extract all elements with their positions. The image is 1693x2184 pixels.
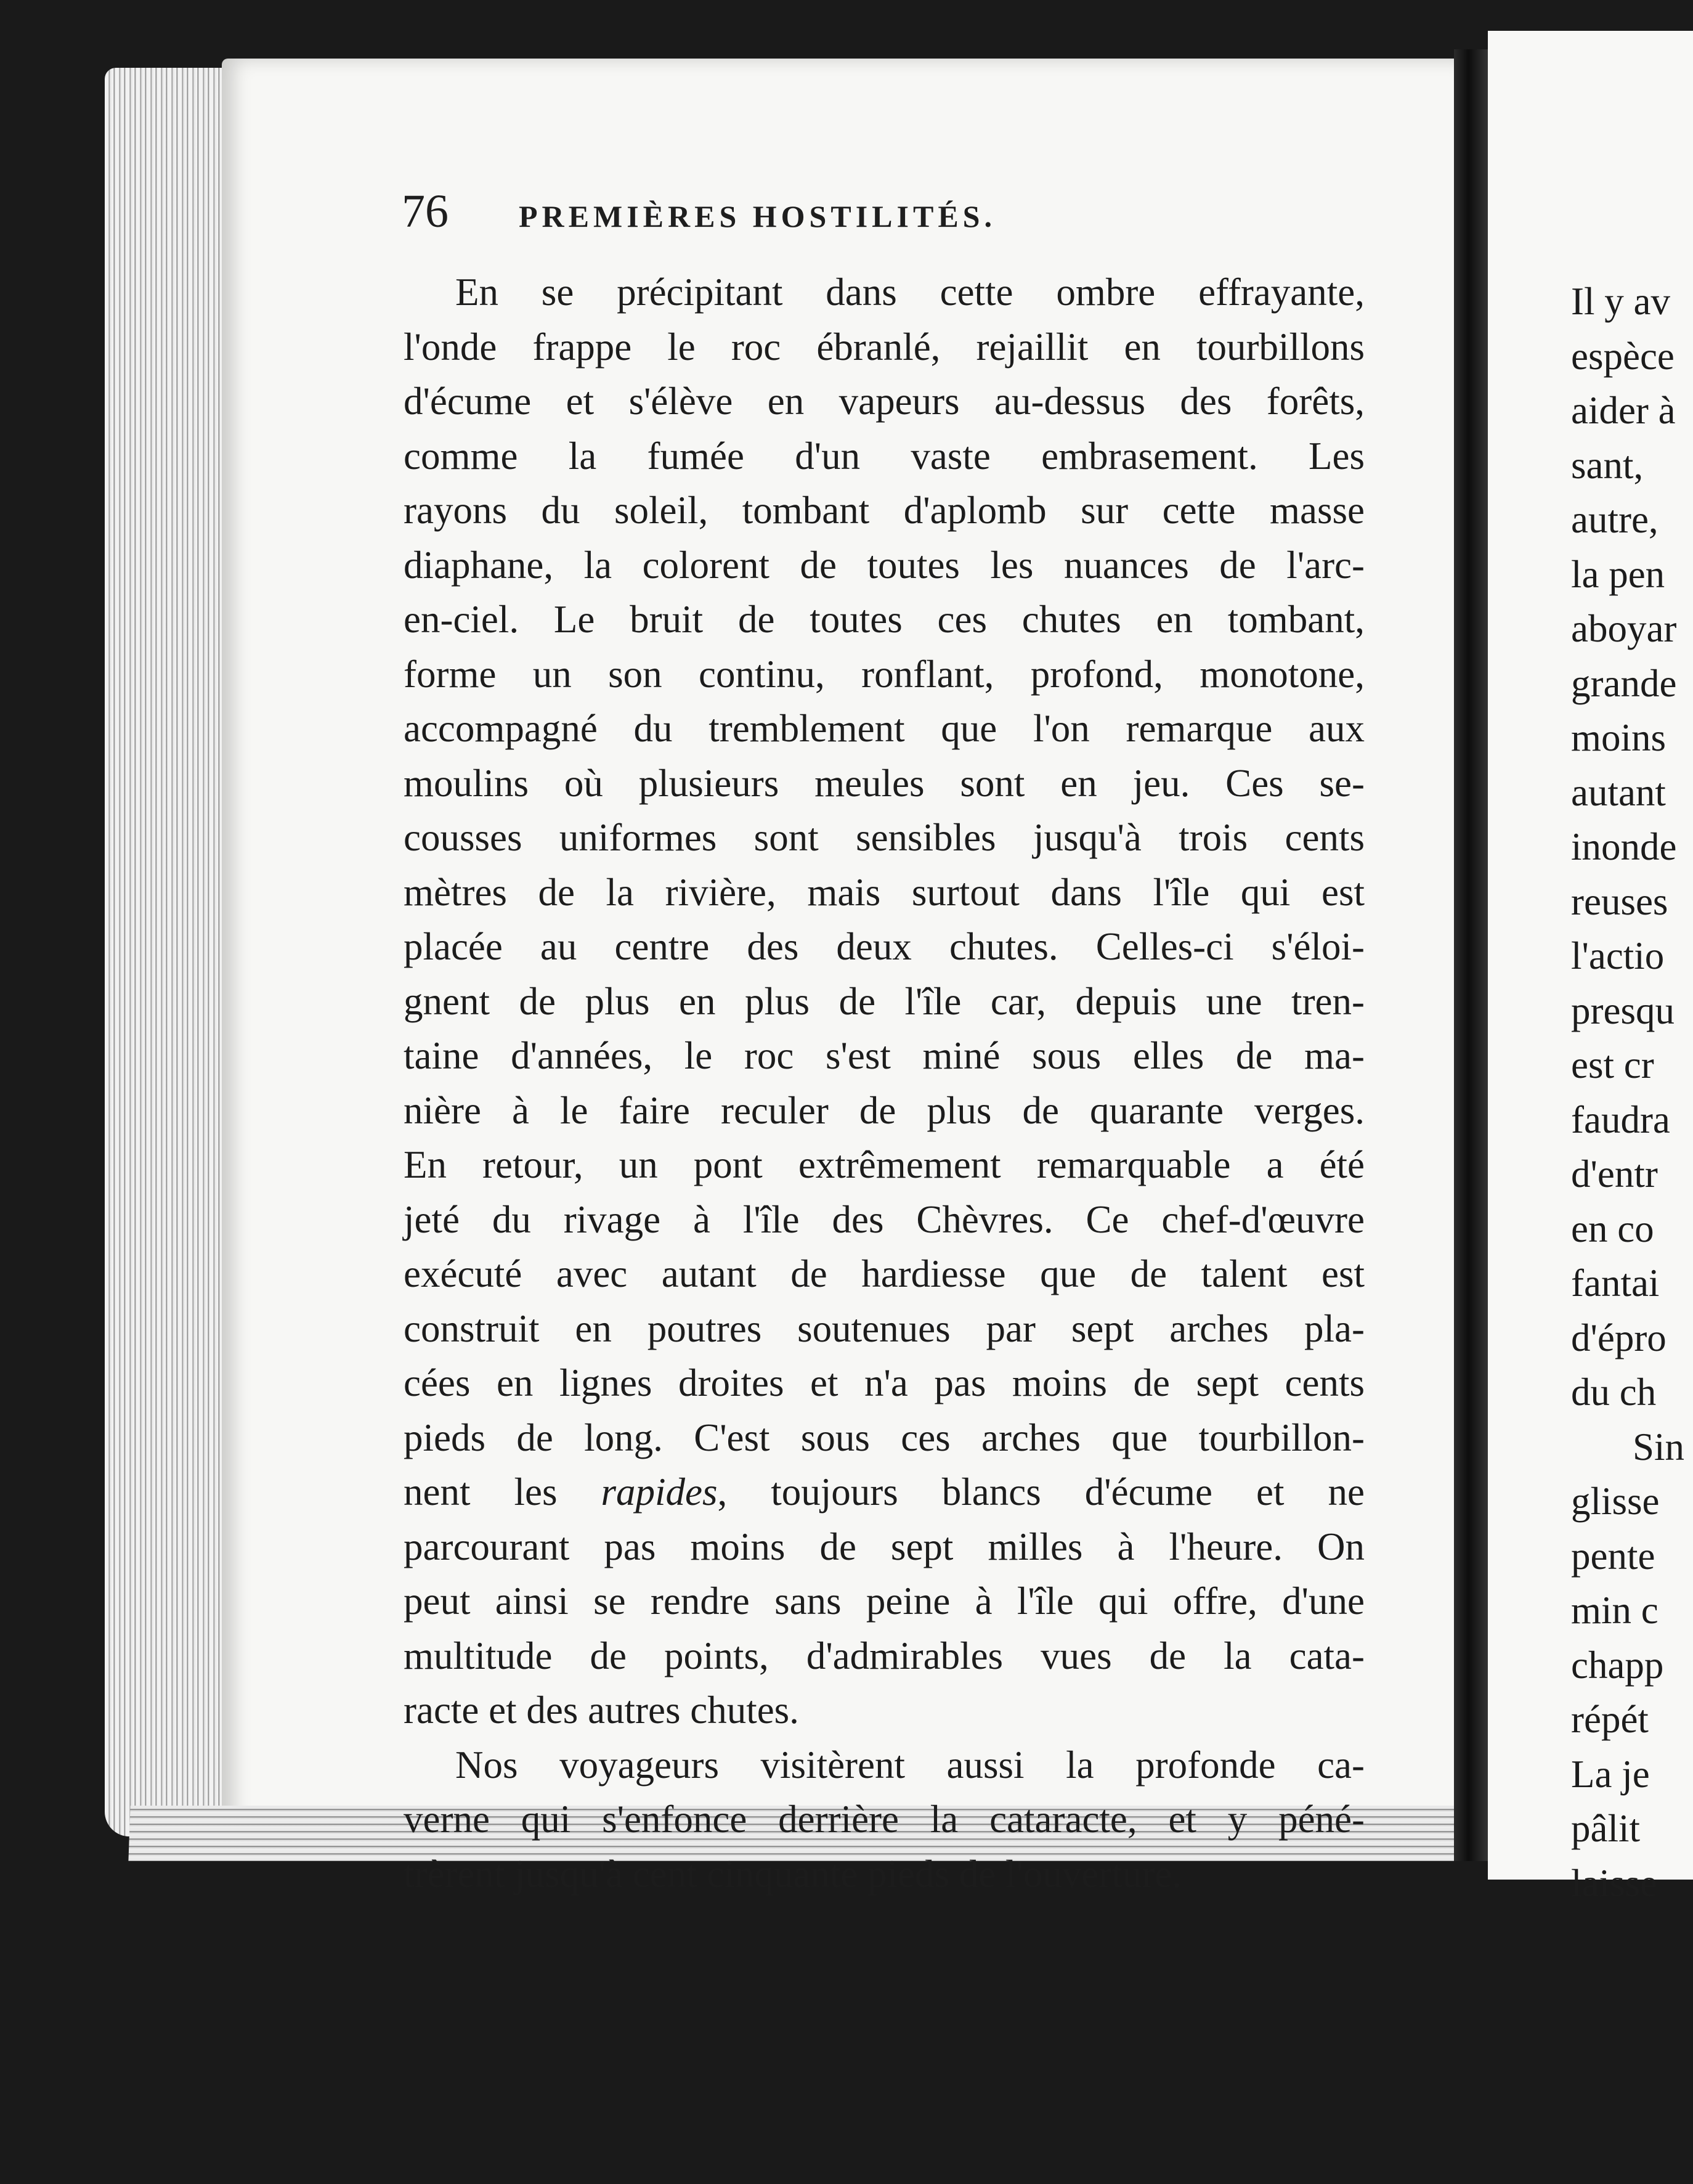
text-line: du ch bbox=[1571, 1371, 1657, 1414]
text-line: faudra bbox=[1571, 1098, 1670, 1141]
text-line: racte et des autres chutes. bbox=[404, 1689, 799, 1732]
text-line: en-ciel. Le bruit de toutes ces chutes en tombant, bbox=[404, 598, 1365, 641]
text-line: inonde bbox=[1571, 825, 1677, 868]
right-page-body-text bbox=[1571, 274, 1693, 1910]
text-line: jeté du rivage à l'île des Chèvres. Ce chef-d'œuvre bbox=[404, 1197, 1365, 1241]
text-line: parcourant pas moins de sept milles à l'heure. On bbox=[404, 1525, 1365, 1568]
text-line: autant bbox=[1571, 770, 1666, 814]
text-line: gnent de plus en plus de l'île car, depuis une tren- bbox=[404, 979, 1365, 1023]
text-line: rayons du soleil, tombant d'aplomb sur cette masse bbox=[404, 489, 1365, 532]
text-line: presqu bbox=[1571, 988, 1675, 1032]
text-line: chapp bbox=[1571, 1643, 1664, 1687]
text-line: peut ainsi se rendre sans peine à l'île qui offre, d'une bbox=[404, 1579, 1365, 1623]
text-line: d'entr bbox=[1571, 1152, 1658, 1196]
text-line: fantai bbox=[1571, 1261, 1660, 1305]
text-line: sant, bbox=[1571, 443, 1644, 487]
text-line: placée au centre des deux chutes. Celles-ci s'éloi- bbox=[404, 925, 1365, 968]
text-line: aider à bbox=[1571, 389, 1676, 432]
text-line: glisse bbox=[1571, 1480, 1660, 1523]
text-line: En retour, un pont extrêmement remarquable a été bbox=[404, 1143, 1365, 1186]
text-line: diaphane, la colorent de toutes les nuances de l'arc- bbox=[404, 543, 1365, 587]
page-header bbox=[402, 185, 1141, 237]
text-line: pâlit bbox=[1571, 1807, 1640, 1850]
text-line: aboyar bbox=[1571, 607, 1677, 650]
text-line: grande bbox=[1571, 661, 1677, 705]
text-line: Nos voyageurs visitèrent aussi la profonde ca- bbox=[455, 1743, 1365, 1787]
text-line: cées en lignes droites et n'a pas moins de sept cents bbox=[404, 1361, 1365, 1404]
text-line: exécuté avec autant de hardiesse que de talent est bbox=[404, 1252, 1365, 1295]
text-line: construit en poutres soutenues par sept arches pla- bbox=[404, 1306, 1365, 1350]
text-line: d'écume et s'élève en vapeurs au-dessus des forêts, bbox=[404, 380, 1365, 423]
text-line: accompagné du tremblement que l'on remarque aux bbox=[404, 707, 1365, 750]
text-line: pieds de long. C'est sous ces arches que tourbillon- bbox=[404, 1416, 1365, 1459]
text-line: répét bbox=[1571, 1698, 1649, 1741]
text-line: l'actio bbox=[1571, 934, 1665, 977]
text-line: trèrent jusqu'à cent cinquante pieds de l'ouverture. bbox=[404, 1852, 1182, 1896]
text-line: espèce bbox=[1571, 334, 1675, 378]
text-line: mètres de la rivière, mais surtout dans l'île qui est bbox=[404, 870, 1365, 914]
book-gutter bbox=[1454, 49, 1491, 1861]
text-line: est cr bbox=[1571, 1043, 1654, 1086]
left-page-body-text bbox=[404, 265, 1365, 1901]
text-line: moins bbox=[1571, 716, 1667, 759]
page-number: 76 bbox=[402, 185, 449, 237]
text-line: En se précipitant dans cette ombre effrayante, bbox=[455, 271, 1365, 314]
text-line: multitude de points, d'admirables vues de la cata- bbox=[404, 1634, 1365, 1677]
running-head: PREMIÈRES HOSTILITÉS. bbox=[519, 199, 996, 234]
text-line: laisse bbox=[1571, 1861, 1657, 1905]
text-line bbox=[404, 1465, 1365, 1520]
text-line: cousses uniformes sont sensibles jusqu'à trois cents bbox=[404, 816, 1365, 859]
text-line: min c bbox=[1571, 1589, 1658, 1632]
text-line: verne qui s'enfonce derrière la cataracte, et y péné- bbox=[404, 1798, 1365, 1841]
text-line: reuses bbox=[1571, 879, 1668, 923]
text-line: autre, bbox=[1571, 498, 1658, 541]
text-line: l'onde frappe le roc ébranlé, rejaillit en tourbillons bbox=[404, 325, 1365, 369]
text-line: moulins où plusieurs meules sont en jeu. Ces se- bbox=[404, 761, 1365, 805]
text-line: forme un son continu, ronflant, profond, monotone, bbox=[404, 652, 1365, 696]
text-segment: , toujours blancs d'écume et ne bbox=[717, 1470, 1365, 1514]
text-line: la pen bbox=[1571, 552, 1665, 596]
text-line: nière à le faire reculer de plus de quarante verges. bbox=[404, 1088, 1365, 1132]
text-line: La je bbox=[1571, 1752, 1650, 1796]
italic-word: rapides bbox=[601, 1470, 718, 1514]
page-edges-left bbox=[105, 68, 240, 1836]
text-segment: nent les bbox=[404, 1470, 601, 1514]
text-line: Il y av bbox=[1571, 280, 1670, 323]
text-line: en co bbox=[1571, 1207, 1654, 1250]
text-line: d'épro bbox=[1571, 1316, 1667, 1359]
text-line: comme la fumée d'un vaste embrasement. Les bbox=[404, 434, 1365, 478]
text-line: taine d'années, le roc s'est miné sous elles de ma- bbox=[404, 1034, 1365, 1077]
text-line: pente bbox=[1571, 1534, 1655, 1578]
text-line: Sin bbox=[1633, 1425, 1685, 1469]
